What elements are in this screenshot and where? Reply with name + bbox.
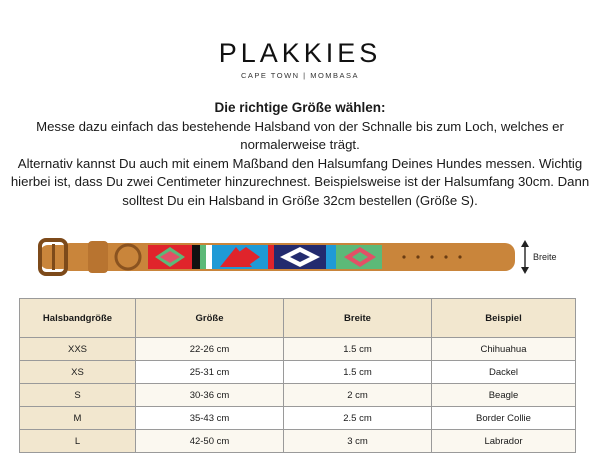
cell-width: 2.5 cm [284,407,432,430]
table-row [20,430,576,453]
collar-graphic [0,234,600,284]
cell-collar-size: XXS [20,338,136,361]
col-header-collar-size: Halsbandgröße [20,299,136,338]
cell-example: Border Collie [432,407,576,430]
brand-logo: PLAKKIES [218,38,382,68]
collar-keeper [88,241,108,273]
cell-size: 30-36 cm [136,384,284,407]
table-row [20,361,576,384]
table-row [20,384,576,407]
cell-collar-size: M [20,407,136,430]
col-header-width: Breite [284,299,432,338]
bead-stripe-red [268,245,274,269]
width-arrow-down [521,267,529,274]
cell-example: Dackel [432,361,576,384]
cell-width: 1.5 cm [284,361,432,384]
intro-line: solltest Du ein Halsband in Größe 32cm bestellen (Größe S). [122,192,478,208]
width-label: Breite [533,252,557,262]
bead-stripe-blue [326,245,336,269]
width-arrow-up [521,240,529,247]
col-header-size: Größe [136,299,284,338]
cell-size: 22-26 cm [136,338,284,361]
brand-subtitle: CAPE TOWN | MOMBASA [240,71,360,80]
bead-stripe-black [192,245,200,269]
collar-hole [416,255,419,258]
cell-example: Beagle [432,384,576,407]
cell-width: 3 cm [284,430,432,453]
size-guide-intro [0,99,600,210]
size-guide-heading: Die richtige Größe wählen: [214,100,386,115]
collar-hole [402,255,405,258]
collar-hole [430,255,433,258]
cell-example: Labrador [432,430,576,453]
buckle-prong [52,244,55,270]
table-header-row [20,299,576,338]
cell-collar-size: XS [20,361,136,384]
cell-size: 35-43 cm [136,407,284,430]
table-row [20,338,576,361]
bead-stripe-white [206,245,212,269]
collar-hole [444,255,447,258]
cell-width: 1.5 cm [284,338,432,361]
cell-collar-size: S [20,384,136,407]
intro-line: hierbei ist, dass Du zwei Centimeter hinzurechnest. Beispielsweise ist der Halsumfang 30cm. Dann [10,174,590,189]
intro-line: Alternativ kannst Du auch mit einem Maßband den Halsumfang Deines Hundes messen. Wichtig [17,155,583,171]
cell-size: 42-50 cm [136,430,284,453]
size-table [19,298,576,453]
cell-example: Chihuahua [432,338,576,361]
brand-header [0,38,600,80]
cell-width: 2 cm [284,384,432,407]
intro-line: Messe dazu einfach das bestehende Halsband von der Schnalle bis zum Loch, welches er [36,118,564,134]
collar-illustration [0,234,600,284]
cell-size: 25-31 cm [136,361,284,384]
intro-line: normalerweise trägt. [240,137,360,152]
col-header-example: Beispiel [432,299,576,338]
collar-hole [458,255,461,258]
cell-collar-size: L [20,430,136,453]
table-row [20,407,576,430]
bead-stripe-green [200,245,206,269]
